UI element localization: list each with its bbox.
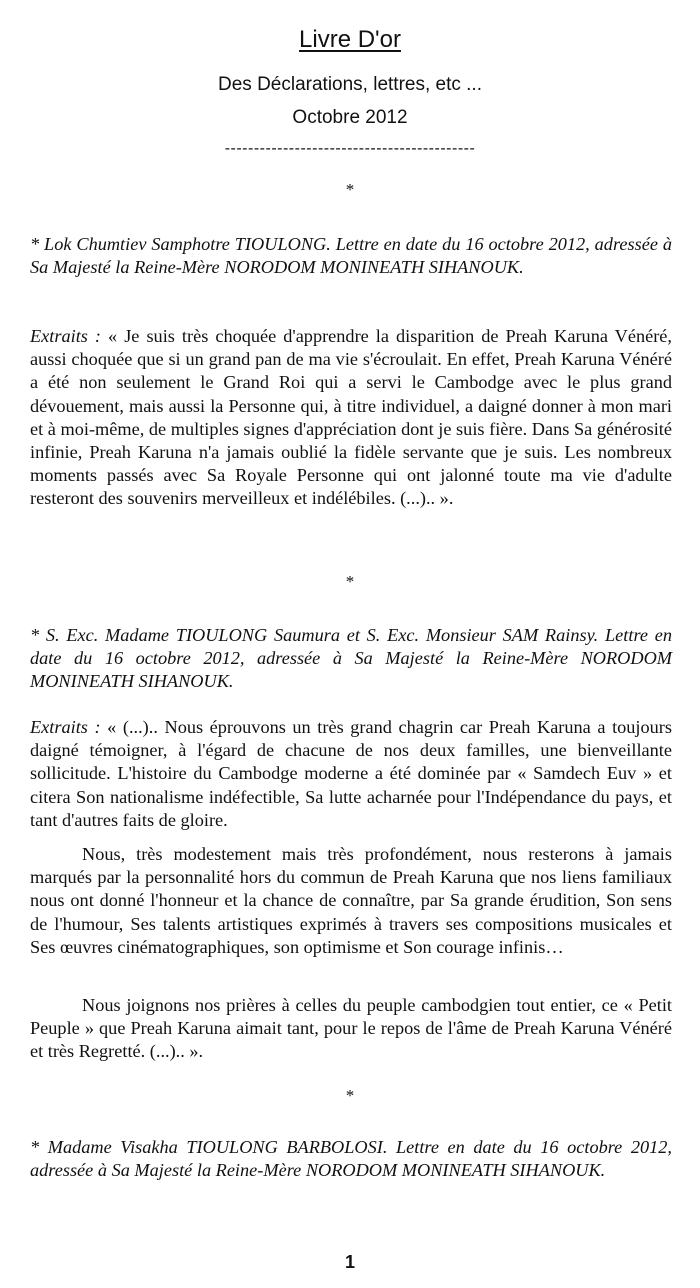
- letter-2-paragraph: Nous joignons nos prières à celles du peuple cambodgien tout entier, ce « Petit Peuple » que Preah Karuna aimait tant, pour le repos de l'âme de Preah Karuna Vénéré et très Regretté. (...).. ».: [30, 995, 672, 1062]
- page-title: Livre D'or: [299, 26, 401, 53]
- letter-1-heading: * Lok Chumtiev Samphotre TIOULONG. Lettre en date du 16 octobre 2012, adressée à Sa Majesté la Reine-Mère NORODOM MONINEATH SIHANOUK.: [30, 234, 672, 278]
- letter-2-paragraph: Nous, très modestement mais très profondément, nous resterons à jamais marqués par la personnalité hors du commun de Preah Karuna que nos liens familiaux nous ont donné l'honneur et la chance de connaître, par Sa grande érudition, Son sens de l'humour, Ses talents artistiques exprimés à travers ses compositions musicales et Ses œuvres cinématographiques, son optimisme et Son courage infinis…: [30, 844, 672, 957]
- letter-1-extract: [30, 325, 672, 511]
- letter-3-heading: * Madame Visakha TIOULONG BARBOLOSI. Lettre en date du 16 octobre 2012, adressée à Sa Majesté la Reine-Mère NORODOM MONINEATH SIHANOUK.: [30, 1137, 672, 1181]
- letter-2-extract: [30, 716, 672, 832]
- extract-text: « Je suis très choquée d'apprendre la disparition de Preah Karuna Vénéré, aussi choquée que si un grand pan de ma vie s'écroulait. En effet, Preah Karuna Vénéré a été non seulement le Grand Roi qui a servi le Cambodge avec le plus grand dévouement, mais aussi la Personne qui, à titre individuel, a daigné donner à mon mari et à moi-même, de multiples signes d'appréciation dont je suis fière. Dans Sa générosité infinie, Preah Karuna n'a jamais oublié la fidèle servante que je suis. Les nombreux moments passés avec Sa Royale Personne qui ont jalonné toute ma vie d'adulte resteront des souvenirs merveilleux et indélébiles. (...).. ».: [30, 326, 672, 509]
- extract-label: Extraits :: [30, 717, 101, 737]
- letter-2-heading: * S. Exc. Madame TIOULONG Saumura et S. Exc. Monsieur SAM Rainsy. Lettre en date du 16 octobre 2012, adressée à Sa Majesté la Reine-Mère NORODOM MONINEATH SIHANOUK.: [30, 625, 672, 692]
- page-number: 1: [344, 1252, 355, 1272]
- star-separator: *: [345, 572, 355, 591]
- page-subtitle: Des Déclarations, lettres, etc ...: [218, 74, 482, 95]
- star-separator: *: [345, 1086, 355, 1105]
- extract-label: Extraits :: [30, 326, 101, 346]
- star-separator: *: [345, 180, 355, 199]
- dashed-separator: -------------------------------------------: [224, 140, 476, 157]
- page-date: Octobre 2012: [292, 107, 408, 128]
- extract-text: « (...).. Nous éprouvons un très grand chagrin car Preah Karuna a toujours daigné témoigner, à l'égard de chacune de nos deux familles, une bienveillante sollicitude. L'histoire du Cambodge moderne a été dominée par « Samdech Euv » et citera Son nationalisme indéfectible, Sa lutte acharnée pour l'Indépendance du pays, et tant d'autres faits de gloire.: [30, 717, 672, 830]
